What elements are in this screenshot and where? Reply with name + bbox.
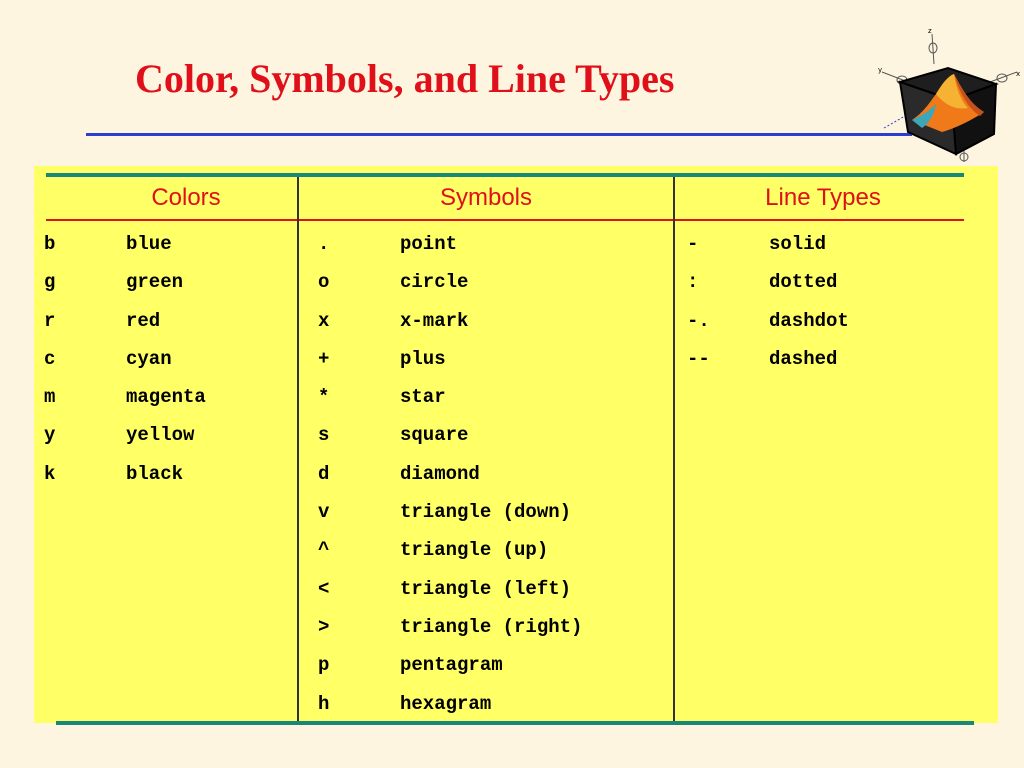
code-description: solid [769,233,827,255]
code-value: h [318,692,330,715]
code-value: x [318,309,330,332]
code-value: > [318,615,330,638]
code-value: r [44,309,56,332]
code-description: dashdot [769,309,849,332]
code-value: c [44,347,56,370]
symbols-row [318,536,668,574]
code-description: hexagram [400,692,492,715]
code-description: black [126,462,184,485]
colors-row [44,345,294,383]
logo-axis-z: z [928,27,932,35]
code-description: triangle (right) [400,615,583,638]
code-value: b [44,233,56,255]
symbols-list [318,230,668,728]
symbols-row [318,383,668,421]
code-description: diamond [400,462,480,485]
symbols-row [318,651,668,689]
symbols-row [318,690,668,728]
code-description: green [126,271,184,294]
code-value: : [687,271,699,294]
title-underline [86,133,912,136]
code-description: plus [400,347,446,370]
code-description: dashed [769,347,838,370]
line-types-header: Line Types [765,184,881,211]
code-value: < [318,577,330,600]
code-value: s [318,424,330,447]
colors-row [44,383,294,421]
code-value: -. [687,309,710,332]
symbols-row [318,421,668,459]
line-types-row [687,268,967,306]
symbols-header: Symbols [439,184,533,211]
line-types-row [687,345,967,383]
line-types-row [687,307,967,345]
logo-axis-y: y [878,66,883,74]
code-description: x-mark [400,309,469,332]
header-separator [46,219,964,221]
code-value: k [44,462,56,485]
code-description: pentagram [400,654,503,677]
code-description: red [126,309,161,332]
colors-row [44,268,294,306]
code-description: circle [400,271,469,294]
code-description: cyan [126,347,172,370]
column-divider-1 [297,177,299,721]
code-value: m [44,386,56,409]
code-description: point [400,233,458,255]
logo-axis-x: x [1016,70,1021,78]
colors-row [44,460,294,498]
code-value: d [318,462,330,485]
code-value: ^ [318,539,330,562]
symbols-row [318,307,668,345]
symbols-row [318,498,668,536]
code-description: star [400,386,446,409]
code-value: p [318,654,330,677]
colors-list [44,230,294,498]
symbols-row [318,230,668,268]
symbols-row [318,345,668,383]
matlab-membrane-logo-icon [872,24,1022,166]
code-value: - [687,233,699,255]
code-description: yellow [126,424,195,447]
code-description: triangle (up) [400,539,549,562]
code-description: dotted [769,271,838,294]
code-value: . [318,233,330,255]
code-description: triangle (left) [400,577,572,600]
code-description: square [400,424,469,447]
symbols-row [318,268,668,306]
colors-row [44,307,294,345]
code-description: magenta [126,386,206,409]
code-description: blue [126,233,172,255]
line-types-row [687,230,967,268]
symbols-row [318,613,668,651]
code-value: y [44,424,56,447]
code-value: v [318,501,330,524]
code-value: * [318,386,330,409]
code-value: -- [687,347,710,370]
slide-title: Color, Symbols, and Line Types [135,56,675,101]
code-value: g [44,271,56,294]
code-value: o [318,271,330,294]
colors-header: Colors [151,184,221,211]
symbols-row [318,460,668,498]
colors-row [44,230,294,268]
code-value: + [318,347,330,370]
column-divider-2 [673,177,675,721]
line-types-list [687,230,967,383]
table-top-rule [46,173,964,177]
code-description: triangle (down) [400,501,572,524]
symbols-row [318,575,668,613]
colors-row [44,421,294,459]
